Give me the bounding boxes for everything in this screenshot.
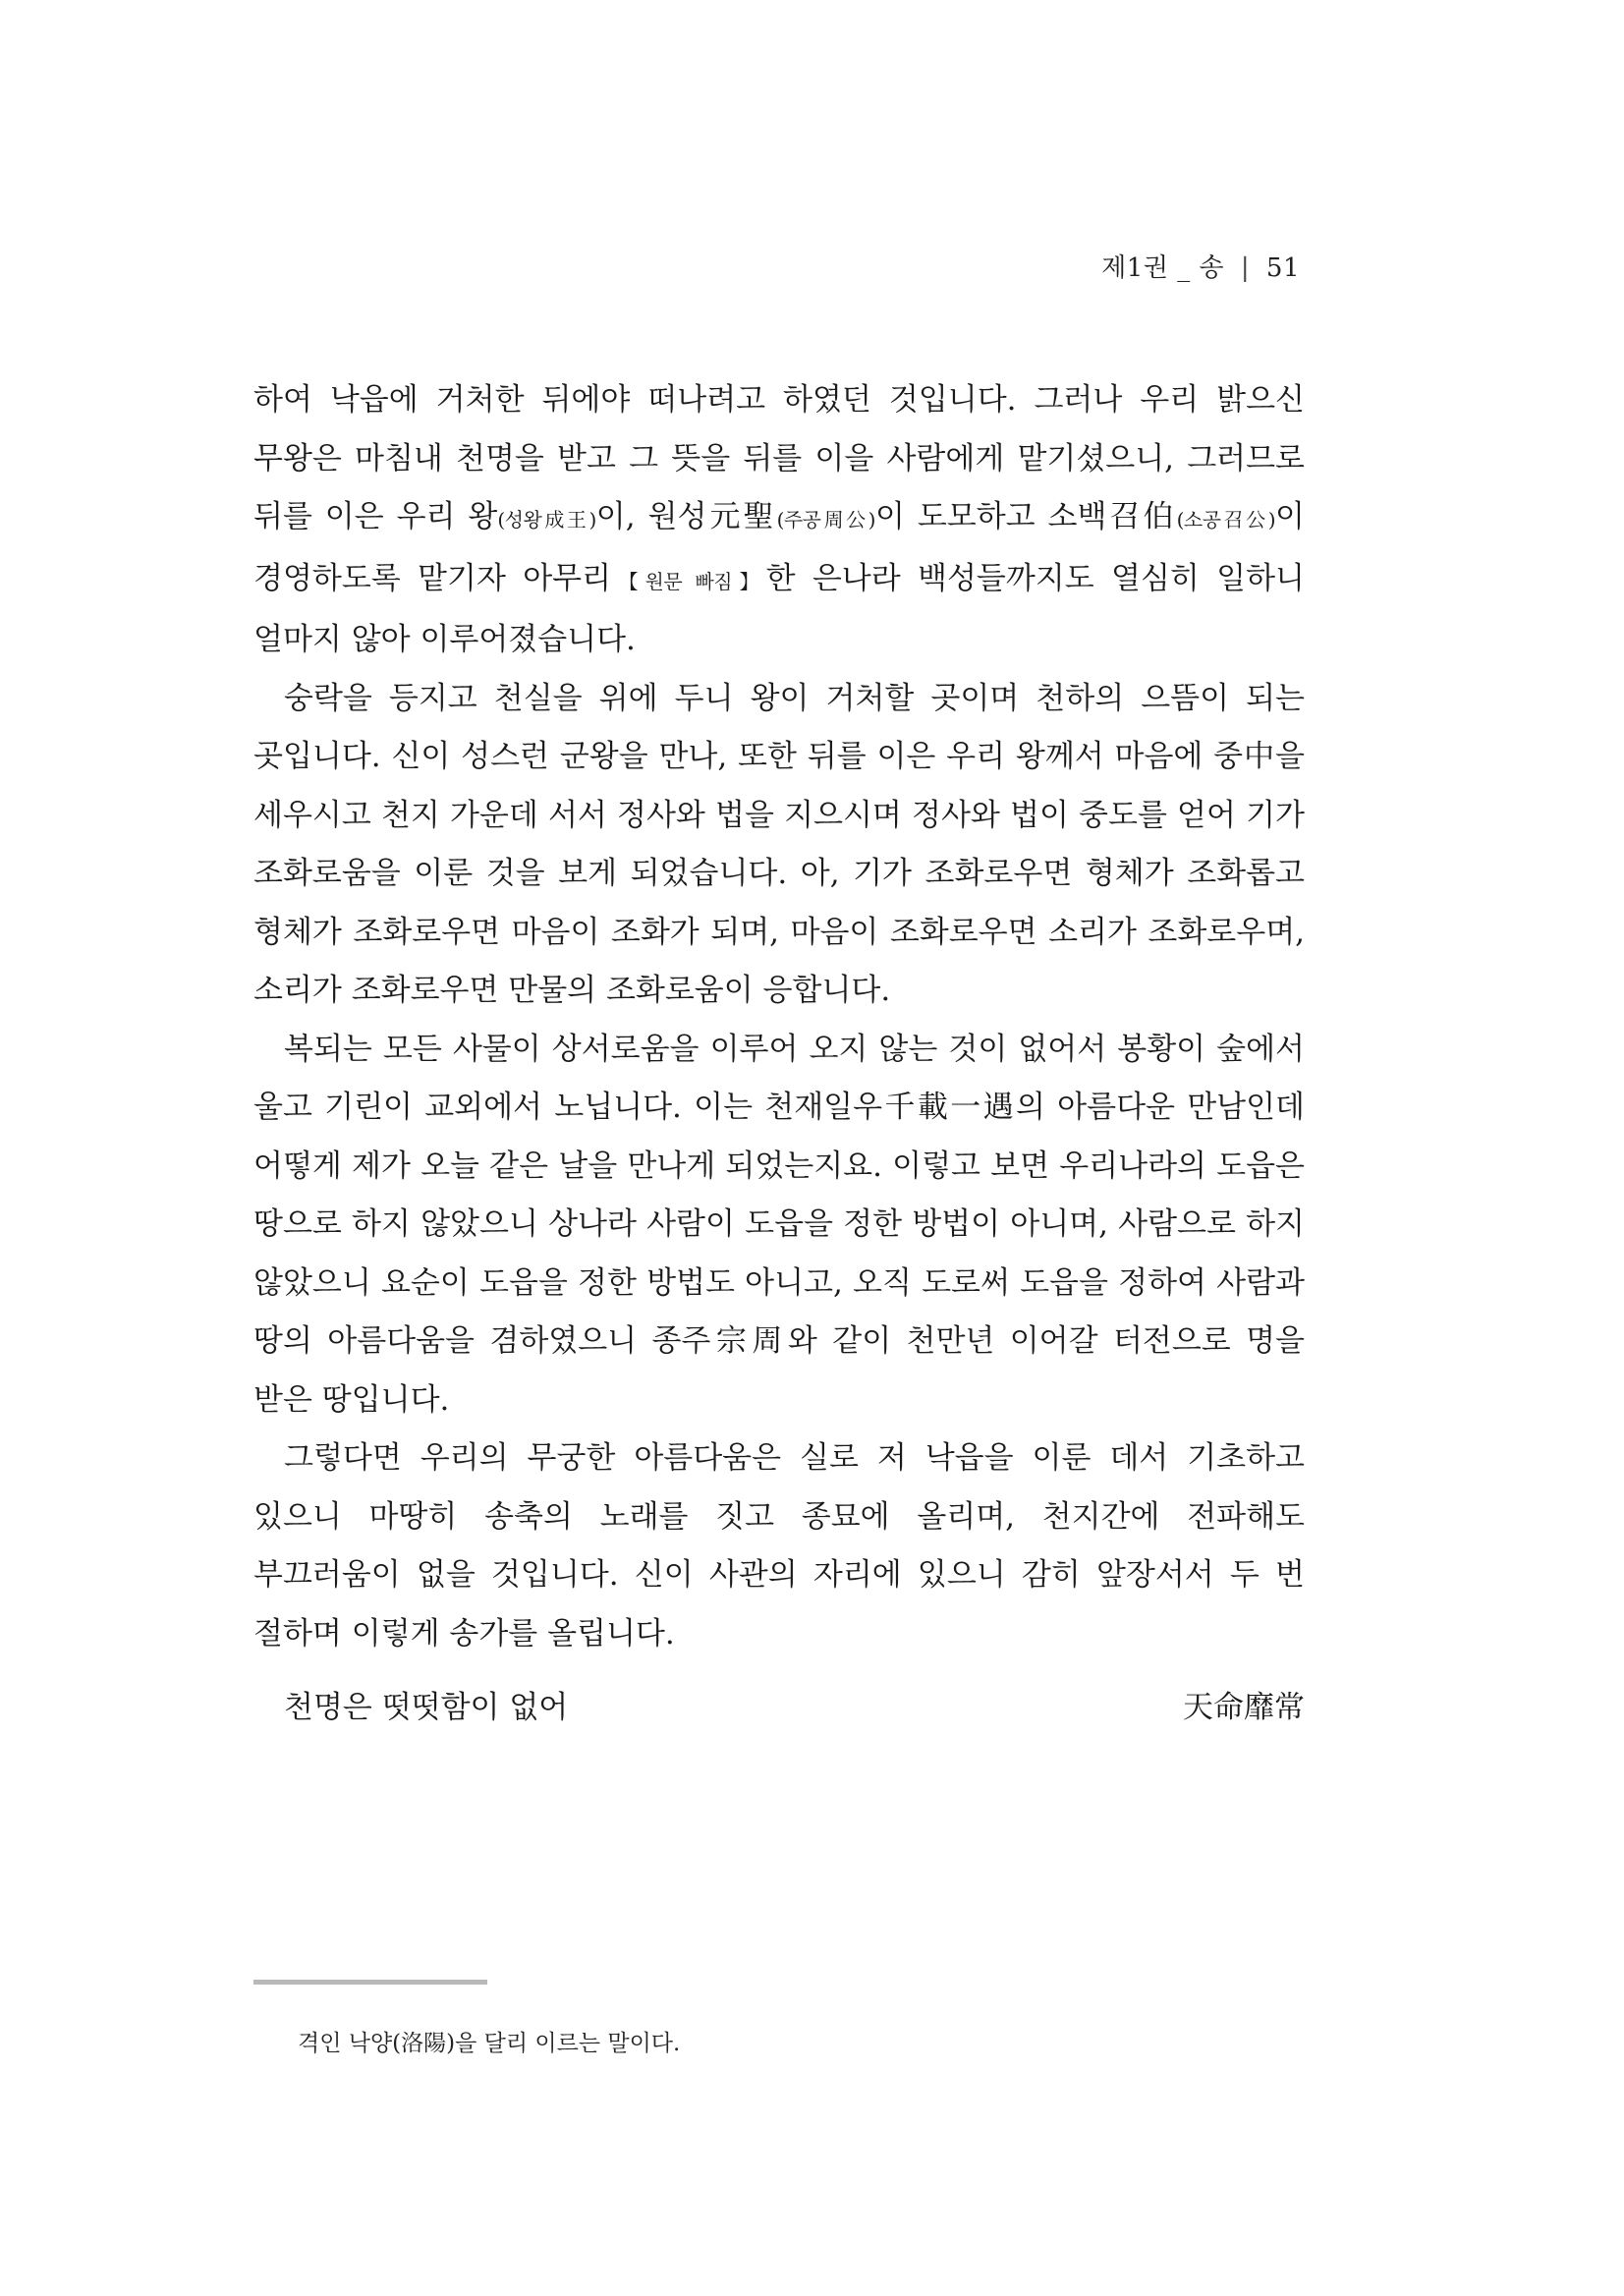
section-label: 송 xyxy=(1199,253,1225,283)
header-divider: | xyxy=(1240,253,1251,283)
volume-label: 제1권 xyxy=(1101,253,1169,283)
paragraph-1 xyxy=(253,371,1305,670)
poem-line xyxy=(284,1682,1305,1726)
p1-text-e: 한 은나라 백성들까지도 열심히 일하니 얼마지 않아 이루어졌습니다. xyxy=(253,560,1305,657)
p1-text-c: 이 도모하고 소백召伯 xyxy=(874,499,1177,534)
running-header xyxy=(1101,248,1300,284)
poem-korean: 천명은 떳떳함이 없어 xyxy=(284,1690,569,1725)
p1-annotation-4: 【원문 빠짐】 xyxy=(611,569,766,593)
paragraph-2: 숭락을 등지고 천실을 위에 두니 왕이 거처할 곳이며 천하의 으뜸이 되는 곳입니다. 신이 성스런 군왕을 만나, 또한 뒤를 이은 우리 왕께서 마음에 중中을 세우시고 천지 가운데 서서 정사와 법을 지으시며 정사와 법이 중도를 얻어 기가 조화로움을 이룬 것을 보게 되었습니다. 아, 기가 조화로우면 형체가 조화롭고 형체가 조화로우면 마음이 조화가 되며, 마음이 조화로우면 소리가 조화로우며, 소리가 조화로우면 만물의 조화로움이 응합니다. xyxy=(253,680,1305,1008)
p1-text-d: 이 경영하도록 맡기자 아무리 xyxy=(253,499,1305,596)
paragraph-4: 그렇다면 우리의 무궁한 아름다움은 실로 저 낙읍을 이룬 데서 기초하고 있으니 마땅히 송축의 노래를 짓고 종묘에 올리며, 천지간에 전파해도 부끄러움이 없을 것입니다. 신이 사관의 자리에 있으니 감히 앞장서서 두 번 절하며 이렇게 송가를 올립니다. xyxy=(253,1440,1305,1652)
poem-hanja: 天命靡常 xyxy=(1183,1690,1305,1725)
body-text xyxy=(253,371,1305,1663)
p1-text-b: 이, 원성元聖 xyxy=(595,499,777,534)
p1-annotation-1: (성왕成王) xyxy=(497,508,596,532)
paragraph-3: 복되는 모든 사물이 상서로움을 이루어 오지 않는 것이 없어서 봉황이 숲에서 울고 기린이 교외에서 노닙니다. 이는 천재일우千載一遇의 아름다운 만남인데 어떻게 제가 오늘 같은 날을 만나게 되었는지요. 이렇고 보면 우리나라의 도읍은 땅으로 하지 않았으니 상나라 사람이 도읍을 정한 방법이 아니며, 사람으로 하지 않았으니 요순이 도읍을 정한 방법도 아니고, 오직 도로써 도읍을 정하여 사람과 땅의 아름다움을 겸하였으니 종주宗周와 같이 천만년 이어갈 터전으로 명을 받은 땅입니다. xyxy=(253,1031,1305,1418)
header-dash: _ xyxy=(1177,253,1191,283)
footnote: 격인 낙양(洛陽)을 달리 이르는 말이다. xyxy=(298,2031,681,2056)
p1-annotation-3: (소공召公) xyxy=(1176,508,1276,532)
footnote-divider xyxy=(253,1980,487,1985)
page-number: 51 xyxy=(1265,253,1300,283)
p1-text-a: 하여 낙읍에 거처한 뒤에야 떠나려고 하였던 것입니다. 그러나 우리 밝으신 무왕은 마침내 천명을 받고 그 뜻을 뒤를 이을 사람에게 맡기셨으니, 그러므로 뒤를 이은 우리 왕 xyxy=(253,382,1305,534)
p1-annotation-2: (주공周公) xyxy=(776,508,875,532)
